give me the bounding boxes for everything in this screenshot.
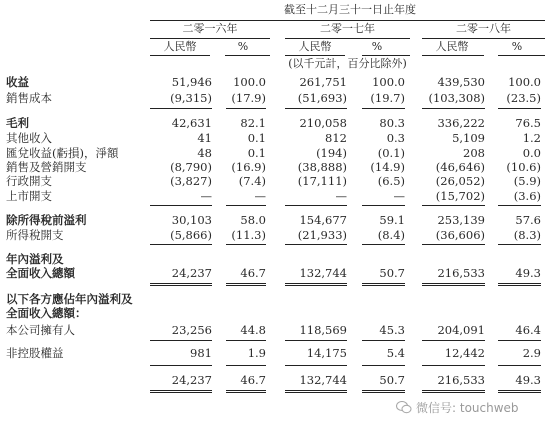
rule — [226, 205, 266, 206]
row-value: 46.4 — [515, 323, 541, 337]
pct-header-2016: % — [237, 40, 249, 53]
rule — [226, 283, 266, 284]
year-2016-rule — [150, 38, 270, 39]
row-value: (8.4) — [377, 228, 405, 242]
rule — [362, 55, 410, 56]
rule — [226, 340, 266, 341]
row-value: 80.3 — [379, 116, 405, 130]
row-value: 100.0 — [233, 75, 266, 89]
rule — [285, 55, 345, 56]
row-value: (17.9) — [231, 91, 266, 105]
section-attributable-2: 全面收入總額： — [6, 306, 87, 320]
row-value: 1.2 — [522, 131, 541, 145]
row-value: 216,533 — [437, 373, 485, 387]
wechat-icon — [396, 401, 412, 414]
row-value: (19.7) — [370, 91, 405, 105]
rule — [285, 244, 347, 245]
row-value: 132,744 — [299, 373, 347, 387]
row-value: 5.4 — [386, 346, 405, 360]
rule — [150, 365, 212, 366]
row-value: (17,111) — [297, 174, 347, 188]
unit-note: (以千元計，百分比除外) — [288, 57, 407, 70]
pct-header-2018: % — [511, 40, 523, 53]
row-value: 24,237 — [171, 266, 212, 280]
rule — [498, 390, 541, 391]
rule — [226, 244, 266, 245]
rule — [285, 205, 347, 206]
row-value: 0.1 — [247, 131, 266, 145]
rule — [422, 285, 485, 286]
rule — [285, 108, 347, 109]
row-value: 51,946 — [171, 75, 212, 89]
row-value: (0.1) — [377, 146, 405, 160]
row-value: 42,631 — [171, 116, 212, 130]
year-2016-header: 二零一六年 — [182, 22, 238, 35]
row-label: 其他收入 — [6, 131, 52, 145]
rule — [498, 285, 541, 286]
rule — [150, 285, 212, 286]
row-value: 49.3 — [515, 373, 541, 387]
row-value: 204,091 — [437, 323, 485, 337]
row-value: (15,702) — [435, 189, 485, 203]
rule — [226, 392, 266, 393]
wechat-watermark — [396, 399, 519, 416]
row-value: 44.8 — [240, 323, 266, 337]
row-value: 50.7 — [379, 266, 405, 280]
row-value: (16.9) — [231, 160, 266, 174]
rule — [422, 390, 485, 391]
year-2018-rule — [422, 38, 545, 39]
row-value: 154,677 — [299, 213, 347, 227]
row-label: 除所得稅前溢利 — [6, 213, 87, 227]
row-value: 46.7 — [240, 266, 266, 280]
row-value: (21,933) — [297, 228, 347, 242]
row-value: 132,744 — [299, 266, 347, 280]
row-value: 216,533 — [437, 266, 485, 280]
row-label: 收益 — [6, 75, 29, 89]
row-value: 50.7 — [379, 373, 405, 387]
row-value: (194) — [316, 146, 347, 160]
row-value: 812 — [325, 131, 347, 145]
rule — [226, 390, 266, 391]
row-value: (7.4) — [238, 174, 266, 188]
row-value: 253,139 — [437, 213, 485, 227]
rule — [150, 390, 212, 391]
row-value: 0.1 — [247, 146, 266, 160]
row-value: 2.9 — [522, 346, 541, 360]
rule — [285, 365, 347, 366]
rule — [422, 55, 484, 56]
section-attributable-1: 以下各方應佔年內溢利及 — [6, 292, 133, 306]
row-value: 118,569 — [299, 323, 347, 337]
section-year-profit: 年內溢利及 — [6, 252, 64, 266]
row-value: 12,442 — [444, 346, 485, 360]
row-value: (8.3) — [513, 228, 541, 242]
year-2017-rule — [285, 38, 410, 39]
row-value: (38,888) — [297, 160, 347, 174]
row-value: 439,530 — [437, 75, 485, 89]
row-value: 210,058 — [299, 116, 347, 130]
rule — [422, 244, 485, 245]
rule — [422, 340, 485, 341]
watermark-text: 微信号: touchweb — [416, 401, 519, 415]
row-value: — — [254, 189, 266, 203]
row-value: 45.3 — [379, 323, 405, 337]
row-value: — — [335, 189, 347, 203]
rmb-header-2017: 人民幣 — [298, 40, 332, 53]
rule — [362, 108, 405, 109]
row-value: 41 — [197, 131, 212, 145]
rule — [498, 340, 541, 341]
row-value: 0.0 — [522, 146, 541, 160]
row-value: 336,222 — [437, 116, 485, 130]
rule — [422, 392, 485, 393]
row-label: 匯兌收益(虧損)，淨額 — [6, 146, 119, 160]
row-label: 所得稅開支 — [6, 228, 64, 242]
row-value: 57.6 — [515, 213, 541, 227]
row-value: (23.5) — [506, 91, 541, 105]
row-value: (14.9) — [370, 160, 405, 174]
rule — [422, 108, 485, 109]
rule — [150, 205, 212, 206]
rule — [362, 340, 405, 341]
rule — [422, 365, 485, 366]
row-value: 76.5 — [515, 116, 541, 130]
rule — [150, 392, 212, 393]
rule — [422, 205, 485, 206]
row-value: (3.6) — [513, 189, 541, 203]
rule — [362, 244, 405, 245]
rule — [285, 340, 347, 341]
rule — [498, 55, 545, 56]
row-value: 46.7 — [240, 373, 266, 387]
rule — [422, 283, 485, 284]
row-label: 銷售及營銷開支 — [6, 160, 87, 174]
period-header: 截至十二月三十一日止年度 — [284, 3, 416, 16]
rmb-header-2018: 人民幣 — [435, 40, 469, 53]
row-value: — — [200, 189, 212, 203]
row-value: 100.0 — [508, 75, 541, 89]
row-value: 82.1 — [240, 116, 266, 130]
rule — [225, 55, 270, 56]
row-value: (46,646) — [435, 160, 485, 174]
rule — [226, 365, 266, 366]
row-label: 上市開支 — [6, 189, 52, 203]
row-value: (8,790) — [170, 160, 212, 174]
rule — [150, 244, 212, 245]
row-value: (36,606) — [435, 228, 485, 242]
rmb-header-2016: 人民幣 — [163, 40, 197, 53]
rule — [498, 108, 541, 109]
rule — [226, 108, 266, 109]
row-value: (3,827) — [170, 174, 212, 188]
row-value: (6.5) — [377, 174, 405, 188]
row-value: (51,693) — [297, 91, 347, 105]
rule — [226, 285, 266, 286]
rule — [498, 244, 541, 245]
rule — [150, 283, 212, 284]
row-label: 毛利 — [6, 116, 29, 130]
rule — [362, 205, 405, 206]
rule — [150, 340, 212, 341]
row-value: (5,866) — [170, 228, 212, 242]
row-value: (103,308) — [428, 91, 485, 105]
rule — [362, 392, 405, 393]
row-value: 24,237 — [171, 373, 212, 387]
row-label: 行政開支 — [6, 174, 52, 188]
rule — [285, 285, 347, 286]
rule — [150, 108, 212, 109]
rule — [150, 55, 210, 56]
rule — [498, 283, 541, 284]
row-value: 58.0 — [240, 213, 266, 227]
period-rule — [150, 20, 545, 21]
rule — [285, 390, 347, 391]
row-value: 1.9 — [247, 346, 266, 360]
row-value: 23,256 — [171, 323, 212, 337]
row-value: 0.3 — [386, 131, 405, 145]
row-value: 261,751 — [299, 75, 347, 89]
row-value: 208 — [463, 146, 485, 160]
row-value: (9,315) — [170, 91, 212, 105]
rule — [498, 205, 541, 206]
row-value: 48 — [197, 146, 212, 160]
row-value: (5.9) — [513, 174, 541, 188]
row-label: 非控股權益 — [6, 346, 64, 360]
row-label: 本公司擁有人 — [6, 323, 75, 337]
rule — [362, 365, 405, 366]
rule — [285, 392, 347, 393]
row-value: (11.3) — [231, 228, 266, 242]
row-value: 59.1 — [379, 213, 405, 227]
row-label: 全面收入總額 — [6, 266, 75, 280]
rule — [498, 365, 541, 366]
pct-header-2017: % — [371, 40, 383, 53]
row-value: (10.6) — [506, 160, 541, 174]
row-value: 100.0 — [372, 75, 405, 89]
row-value: 5,109 — [452, 131, 485, 145]
row-label: 銷售成本 — [6, 91, 52, 105]
row-value: 981 — [190, 346, 212, 360]
year-2017-header: 二零一七年 — [320, 22, 375, 35]
rule — [362, 390, 405, 391]
rule — [285, 283, 347, 284]
rule — [362, 283, 405, 284]
row-value: 30,103 — [171, 213, 212, 227]
row-value: 14,175 — [306, 346, 347, 360]
row-value: — — [393, 189, 405, 203]
row-value: 49.3 — [515, 266, 541, 280]
year-2018-header: 二零一八年 — [456, 22, 511, 35]
row-value: (26,052) — [435, 174, 485, 188]
rule — [362, 285, 405, 286]
rule — [498, 392, 541, 393]
